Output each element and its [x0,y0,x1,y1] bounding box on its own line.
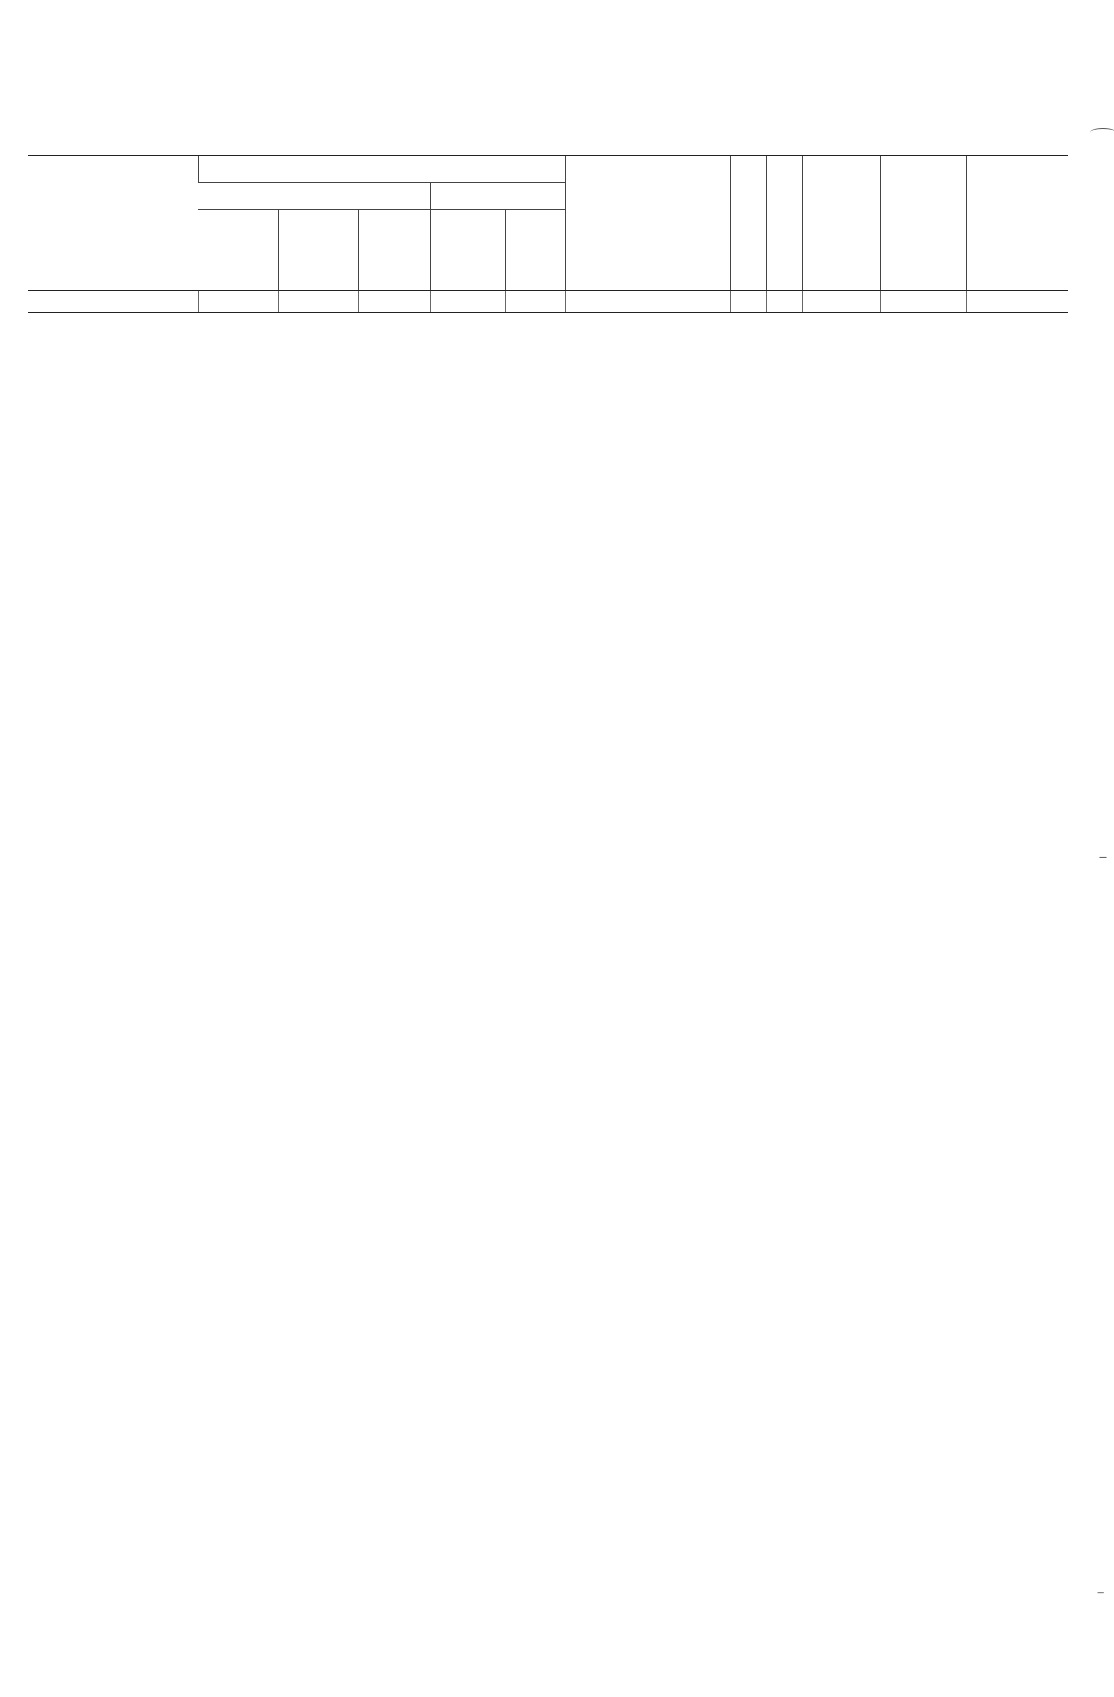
grade-label [28,291,198,313]
unit-label [198,291,278,313]
col-rent [505,210,565,291]
units-row [28,291,1068,313]
col-salary [802,156,880,291]
unit-label [430,291,505,313]
col-expenditure [198,156,565,183]
margin-tick: ‾ [1100,855,1106,875]
margin-mark [1090,128,1114,137]
col-school-name [28,156,198,291]
col-other-expenditure [358,210,430,291]
col-maintenance [198,183,430,210]
col-buildings-group [430,183,565,210]
table-body [28,291,1068,313]
col-buildings [430,210,505,291]
col-teachers-salaries [198,210,278,291]
col-house-allowances [278,210,358,291]
margin-tick: ‾ [1098,1592,1104,1609]
col-classification [730,156,766,291]
col-average [966,156,1068,291]
unit-label [505,291,565,313]
unit-label [802,291,880,313]
col-position [766,156,802,291]
unit-label [880,291,966,313]
col-allowances-quarter [880,156,966,291]
unit-label [278,291,358,313]
schools-table [28,155,1068,313]
unit-label [358,291,430,313]
col-teachers-names [565,156,730,291]
